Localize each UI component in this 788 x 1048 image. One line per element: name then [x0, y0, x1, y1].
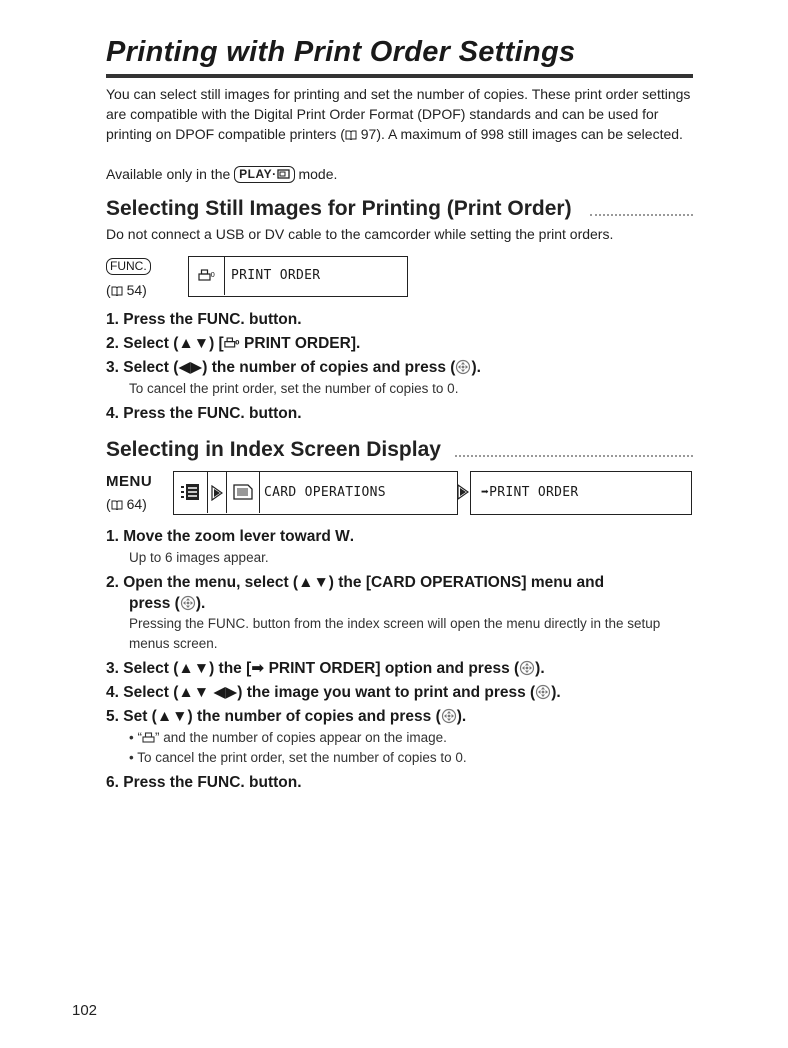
left-right-arrows-icon: ◀▶	[178, 359, 203, 376]
set-button-icon	[180, 595, 196, 611]
step-4: 4. Press the FUNC. button.	[106, 405, 302, 422]
index-step-5: 5. Set (▲▼) the number of copies and press ( ).	[106, 708, 467, 725]
svg-text:0: 0	[210, 271, 215, 279]
next-arrow-icon	[211, 485, 223, 501]
section-heading-print-order: Selecting Still Images for Printing (Print Order)	[106, 197, 572, 220]
up-down-arrows-icon: ▲▼	[178, 660, 210, 677]
section-rule	[590, 214, 693, 216]
index-step-2-note: Pressing the FUNC. button from the index screen will open the menu directly in the setup menus screen.	[129, 616, 661, 651]
set-button-icon	[519, 660, 535, 676]
menu-icon-cell	[174, 472, 208, 513]
book-reference-icon	[111, 286, 123, 296]
availability-line: Available only in the PLAY· mode.	[106, 166, 338, 182]
index-step-2: 2. Open the menu, select (▲▼) the [CARD OPERATIONS] menu and	[106, 574, 605, 591]
card-operations-icon	[232, 483, 254, 501]
card-icon	[277, 169, 290, 179]
section1-note: Do not connect a USB or DV cable to the camcorder while setting the print orders.	[106, 226, 614, 242]
print-order-icon	[224, 336, 240, 349]
step-3: 3. Select (◀▶) the number of copies and press ( ).	[106, 359, 481, 376]
index-step-6: 6. Press the FUNC. button.	[106, 774, 302, 791]
set-button-icon	[441, 708, 457, 724]
print-order-option-label: ➡PRINT ORDER	[481, 485, 579, 500]
card-operations-menu-box	[173, 471, 458, 515]
up-down-arrows-icon: ▲▼	[178, 335, 210, 352]
title-rule	[106, 74, 693, 78]
set-button-icon	[535, 684, 551, 700]
print-order-icon	[198, 268, 216, 282]
book-reference-icon	[345, 130, 357, 140]
menu-list-icon	[179, 482, 201, 502]
set-button-icon	[455, 359, 471, 375]
right-arrow-icon: ➡	[251, 660, 265, 677]
page-number: 102	[72, 1002, 98, 1019]
print-order-menu-label: PRINT ORDER	[231, 268, 321, 283]
step-1: 1. Press the FUNC. button.	[106, 311, 302, 328]
index-step-4: 4. Select (▲▼ ◀▶) the image you want to print and press ( ).	[106, 684, 561, 701]
step-3-note: To cancel the print order, set the number of copies to 0.	[129, 381, 459, 396]
next-arrow-icon	[457, 484, 469, 500]
section-heading-index-screen: Selecting in Index Screen Display	[106, 438, 441, 461]
page-title: Printing with Print Order Settings	[106, 36, 576, 68]
index-step-5-bullet-2: • To cancel the print order, set the number of copies to 0.	[129, 750, 467, 765]
step-2: 2. Select (▲▼) [ 0 PRINT ORDER].	[106, 335, 361, 352]
index-step-1-note: Up to 6 images appear.	[129, 550, 269, 565]
menu-label: MENU	[106, 473, 153, 490]
intro-paragraph: You can select still images for printing and set the number of copies. These print order settings are compatible with the Digital Print Order Format (DPOF) standards and can be used for printing on DPOF compatible printers ( 97). A maximum of 998 still images can be selected.	[106, 86, 691, 142]
index-step-5-bullet-1: • “ ” and the number of copies appear on the image.	[129, 730, 447, 745]
print-order-menu-box	[188, 256, 408, 297]
up-down-arrows-icon: ▲▼	[298, 574, 329, 591]
func-reference: ( 54)	[106, 282, 147, 298]
menu-reference: ( 64)	[106, 496, 147, 512]
up-down-arrows-icon: ▲▼	[156, 708, 188, 725]
book-reference-icon	[111, 500, 123, 510]
print-order-option-box	[470, 471, 692, 515]
print-order-icon-cell	[189, 257, 225, 295]
index-step-2-line2: press ( ).	[129, 595, 206, 612]
card-operations-label: CARD OPERATIONS	[264, 485, 386, 500]
index-step-1: 1. Move the zoom lever toward W.	[106, 528, 355, 545]
card-icon-cell	[226, 472, 260, 513]
section-rule	[455, 455, 693, 457]
svg-text:0: 0	[234, 339, 240, 347]
print-icon	[142, 732, 155, 743]
play-mode-badge: PLAY·	[234, 166, 294, 183]
func-button-badge: FUNC.	[106, 258, 151, 275]
four-way-arrows-icon: ▲▼ ◀▶	[178, 684, 238, 701]
index-step-3: 3. Select (▲▼) the [➡ PRINT ORDER] option and press ( ).	[106, 660, 545, 677]
func-shortcut	[106, 257, 151, 275]
